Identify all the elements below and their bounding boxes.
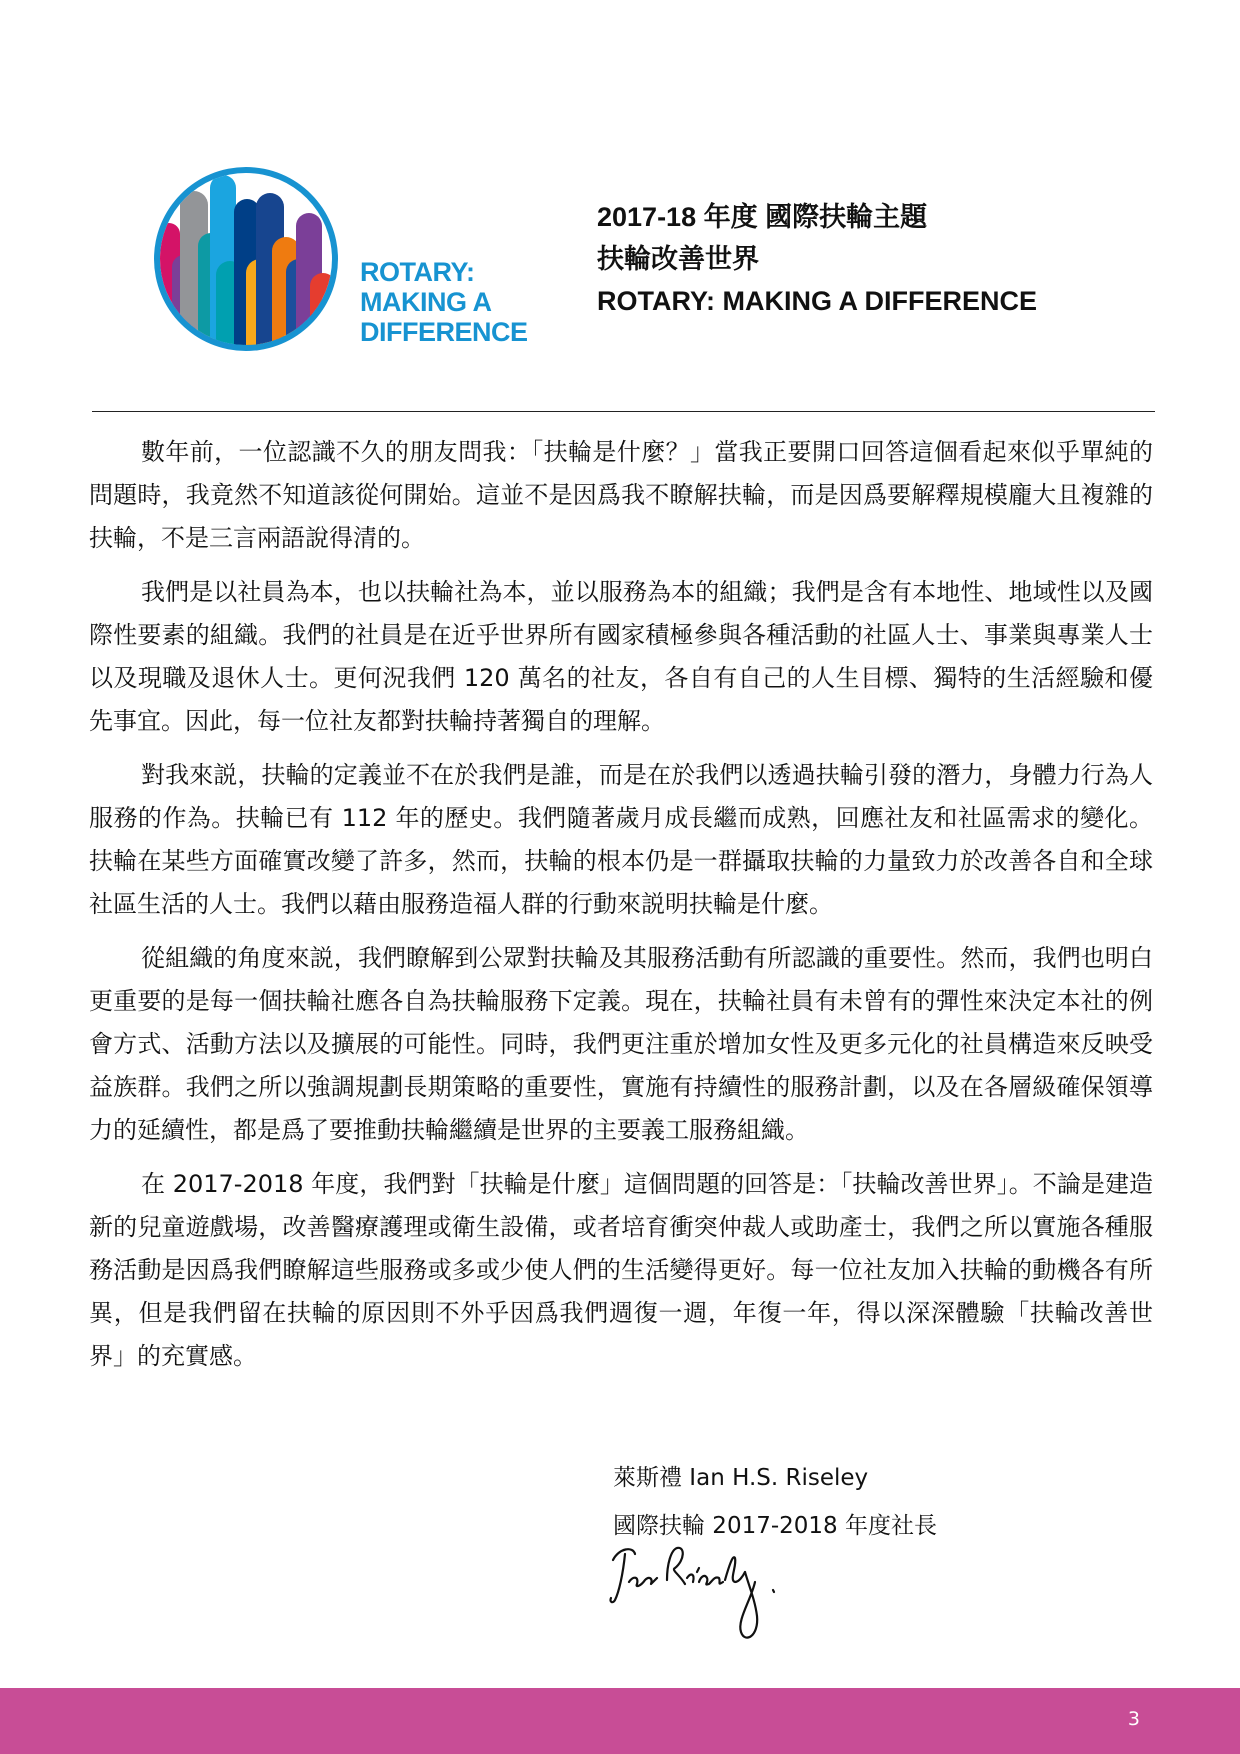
logo-line-1: ROTARY:: [360, 257, 475, 287]
rotary-logo-icon: [150, 163, 342, 355]
paragraph-5: 在 2017-2018 年度，我們對「扶輪是什麼」這個問題的回答是：「扶輪改善世界」。不論是建造新的兒童遊戲場，改善醫療護理或衛生設備，或者培育衝突仲裁人或助產士，我們之所以實施各種服務活動是因爲我們瞭解這些服務或多或少使人們的生活變得更好。每一位社友加入扶輪的動機各有所異，但是我們留在扶輪的原因則不外乎因爲我們週復一週，年復一年，得以深深體驗「扶輪改善世界」的充實感。: [89, 1170, 1153, 1370]
signatory-title: 國際扶輪 2017-2018 年度社長: [613, 1513, 937, 1539]
footer-bar: [0, 1688, 1240, 1754]
theme-heading: [597, 196, 1037, 322]
paragraph-4: 從組織的角度來説，我們瞭解到公眾對扶輪及其服務活動有所認識的重要性。然而，我們也明白更重要的是每一個扶輪社應各自為扶輪服務下定義。現在，扶輪社員有未曾有的彈性來決定本社的例會方式、活動方法以及擴展的可能性。同時，我們更注重於增加女性及更多元化的社員構造來反映受益族群。我們之所以強調規劃長期策略的重要性，實施有持續性的服務計劃，以及在各層級確保領導力的延續性，都是爲了要推動扶輪繼續是世界的主要義工服務組織。: [89, 944, 1153, 1144]
letter-body: [89, 431, 1153, 1389]
theme-line-3: ROTARY: MAKING A DIFFERENCE: [597, 286, 1037, 316]
paragraph-2: 我們是以社員為本，也以扶輪社為本，並以服務為本的組織；我們是含有本地性、地域性以及國際性要素的組織。我們的社員是在近乎世界所有國家積極參與各種活動的社區人士、事業與專業人士以及現職及退休人士。更何況我們 120 萬名的社友，各自有自己的人生目標、獨特的生活經驗和優先事宜。因此，每一位社友都對扶輪持著獨自的理解。: [89, 578, 1153, 735]
handwritten-signature: [605, 1540, 785, 1650]
header-divider: [92, 411, 1155, 412]
signatory-name: 萊斯禮 Ian H.S. Riseley: [613, 1465, 869, 1491]
logo-line-3: DIFFERENCE: [360, 317, 528, 347]
theme-line-1: 2017-18 年度 國際扶輪主題: [597, 202, 928, 232]
paragraph-3: 對我來説，扶輪的定義並不在於我們是誰，而是在於我們以透過扶輪引發的潛力，身體力行為人服務的作為。扶輪已有 112 年的歷史。我們隨著歲月成長繼而成熟，回應社友和社區需求的變化。扶輪在某些方面確實改變了許多，然而，扶輪的根本仍是一群攝取扶輪的力量致力於改善各自和全球社區生活的人士。我們以藉由服務造福人群的行動來説明扶輪是什麼。: [89, 761, 1153, 918]
paragraph-1: 數年前，一位認識不久的朋友問我：「扶輪是什麼？」當我正要開口回答這個看起來似乎單純的問題時，我竟然不知道該從何開始。這並不是因爲我不瞭解扶輪，而是因爲要解釋規模龐大且複雜的扶輪，不是三言兩語說得清的。: [89, 438, 1153, 552]
logo-text: [360, 257, 528, 347]
signature-block: [613, 1454, 937, 1550]
logo-line-2: MAKING A: [360, 287, 492, 317]
page-number: 3: [1127, 1708, 1140, 1730]
theme-line-2: 扶輪改善世界: [597, 244, 759, 274]
